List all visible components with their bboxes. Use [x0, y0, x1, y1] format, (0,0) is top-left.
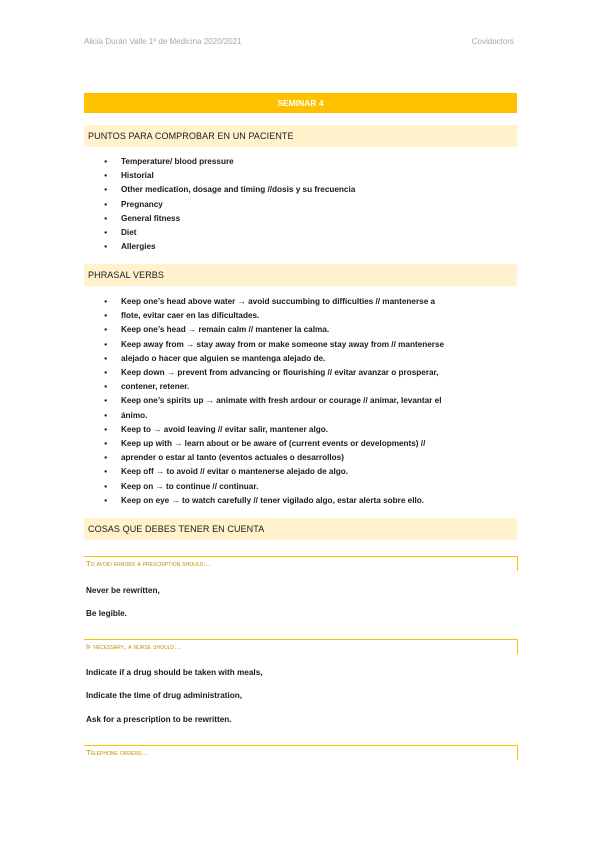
list-item: ● Keep on eye → to watch carefully // tener vigilado algo, estar alerta sobre ello. — [84, 494, 517, 508]
list-item: ● Diet — [84, 226, 517, 240]
page-title: SEMINAR 4 — [84, 93, 517, 113]
header-author: Alicia Durán Valle 1º de Medicina 2020/2021 — [84, 37, 242, 46]
phrasal-verb-list — [84, 295, 517, 508]
subheading-prescription: To avoid errors a prescription should… — [84, 556, 518, 571]
list-item: ● contener, retener. — [84, 380, 517, 394]
checklist — [84, 155, 517, 254]
list-item: ● flote, evitar caer en las dificultades. — [84, 309, 517, 323]
paragraph: Ask for a prescription to be rewritten. — [86, 715, 232, 724]
section-heading-3: COSAS QUE DEBES TENER EN CUENTA — [84, 518, 517, 540]
subheading-telephone: Telephone orders… — [84, 745, 518, 760]
paragraph: Indicate the time of drug administration, — [86, 691, 243, 700]
paragraph: Be legible. — [86, 609, 127, 618]
list-item: ● Other medication, dosage and timing //dosis y su frecuencia — [84, 183, 517, 197]
section-heading-1: PUNTOS PARA COMPROBAR EN UN PACIENTE — [84, 125, 517, 147]
section-heading-2: PHRASAL VERBS — [84, 264, 517, 286]
subheading-nurse: If necessary, a nurse should… — [84, 639, 518, 654]
list-item: ● Pregnancy — [84, 198, 517, 212]
list-item: ● General fitness — [84, 212, 517, 226]
list-item: ● aprender o estar al tanto (eventos actuales o desarrollos) — [84, 451, 517, 465]
list-item: ● Keep down → prevent from advancing or flourishing // evitar avanzar o prosperar, — [84, 366, 517, 380]
list-item: ● Keep to → avoid leaving // evitar salir, mantener algo. — [84, 423, 517, 437]
list-item: ● Temperature/ blood pressure — [84, 155, 517, 169]
list-item: ● Keep off → to avoid // evitar o mantenerse alejado de algo. — [84, 465, 517, 479]
list-item: ● Keep up with → learn about or be aware of (current events or developments) // — [84, 437, 517, 451]
list-item: ● Keep one’s head → remain calm // mantener la calma. — [84, 323, 517, 337]
list-item: ● Keep one’s spirits up → animate with fresh ardour or courage // animar, levantar el — [84, 394, 517, 408]
list-item: ● Keep one’s head above water → avoid succumbing to difficulties // mantenerse a — [84, 295, 517, 309]
list-item: ● Keep on → to continue // continuar. — [84, 480, 517, 494]
list-item: ● ánimo. — [84, 409, 517, 423]
paragraph: Never be rewritten, — [86, 586, 160, 595]
list-item: ● Historial — [84, 169, 517, 183]
paragraph: Indicate if a drug should be taken with meals, — [86, 668, 263, 677]
list-item: ● Keep away from → stay away from or make someone stay away from // mantenerse — [84, 338, 517, 352]
header-group: Covidoctors — [471, 37, 514, 46]
list-item: ● alejado o hacer que alguien se mantenga alejado de. — [84, 352, 517, 366]
list-item: ● Allergies — [84, 240, 517, 254]
